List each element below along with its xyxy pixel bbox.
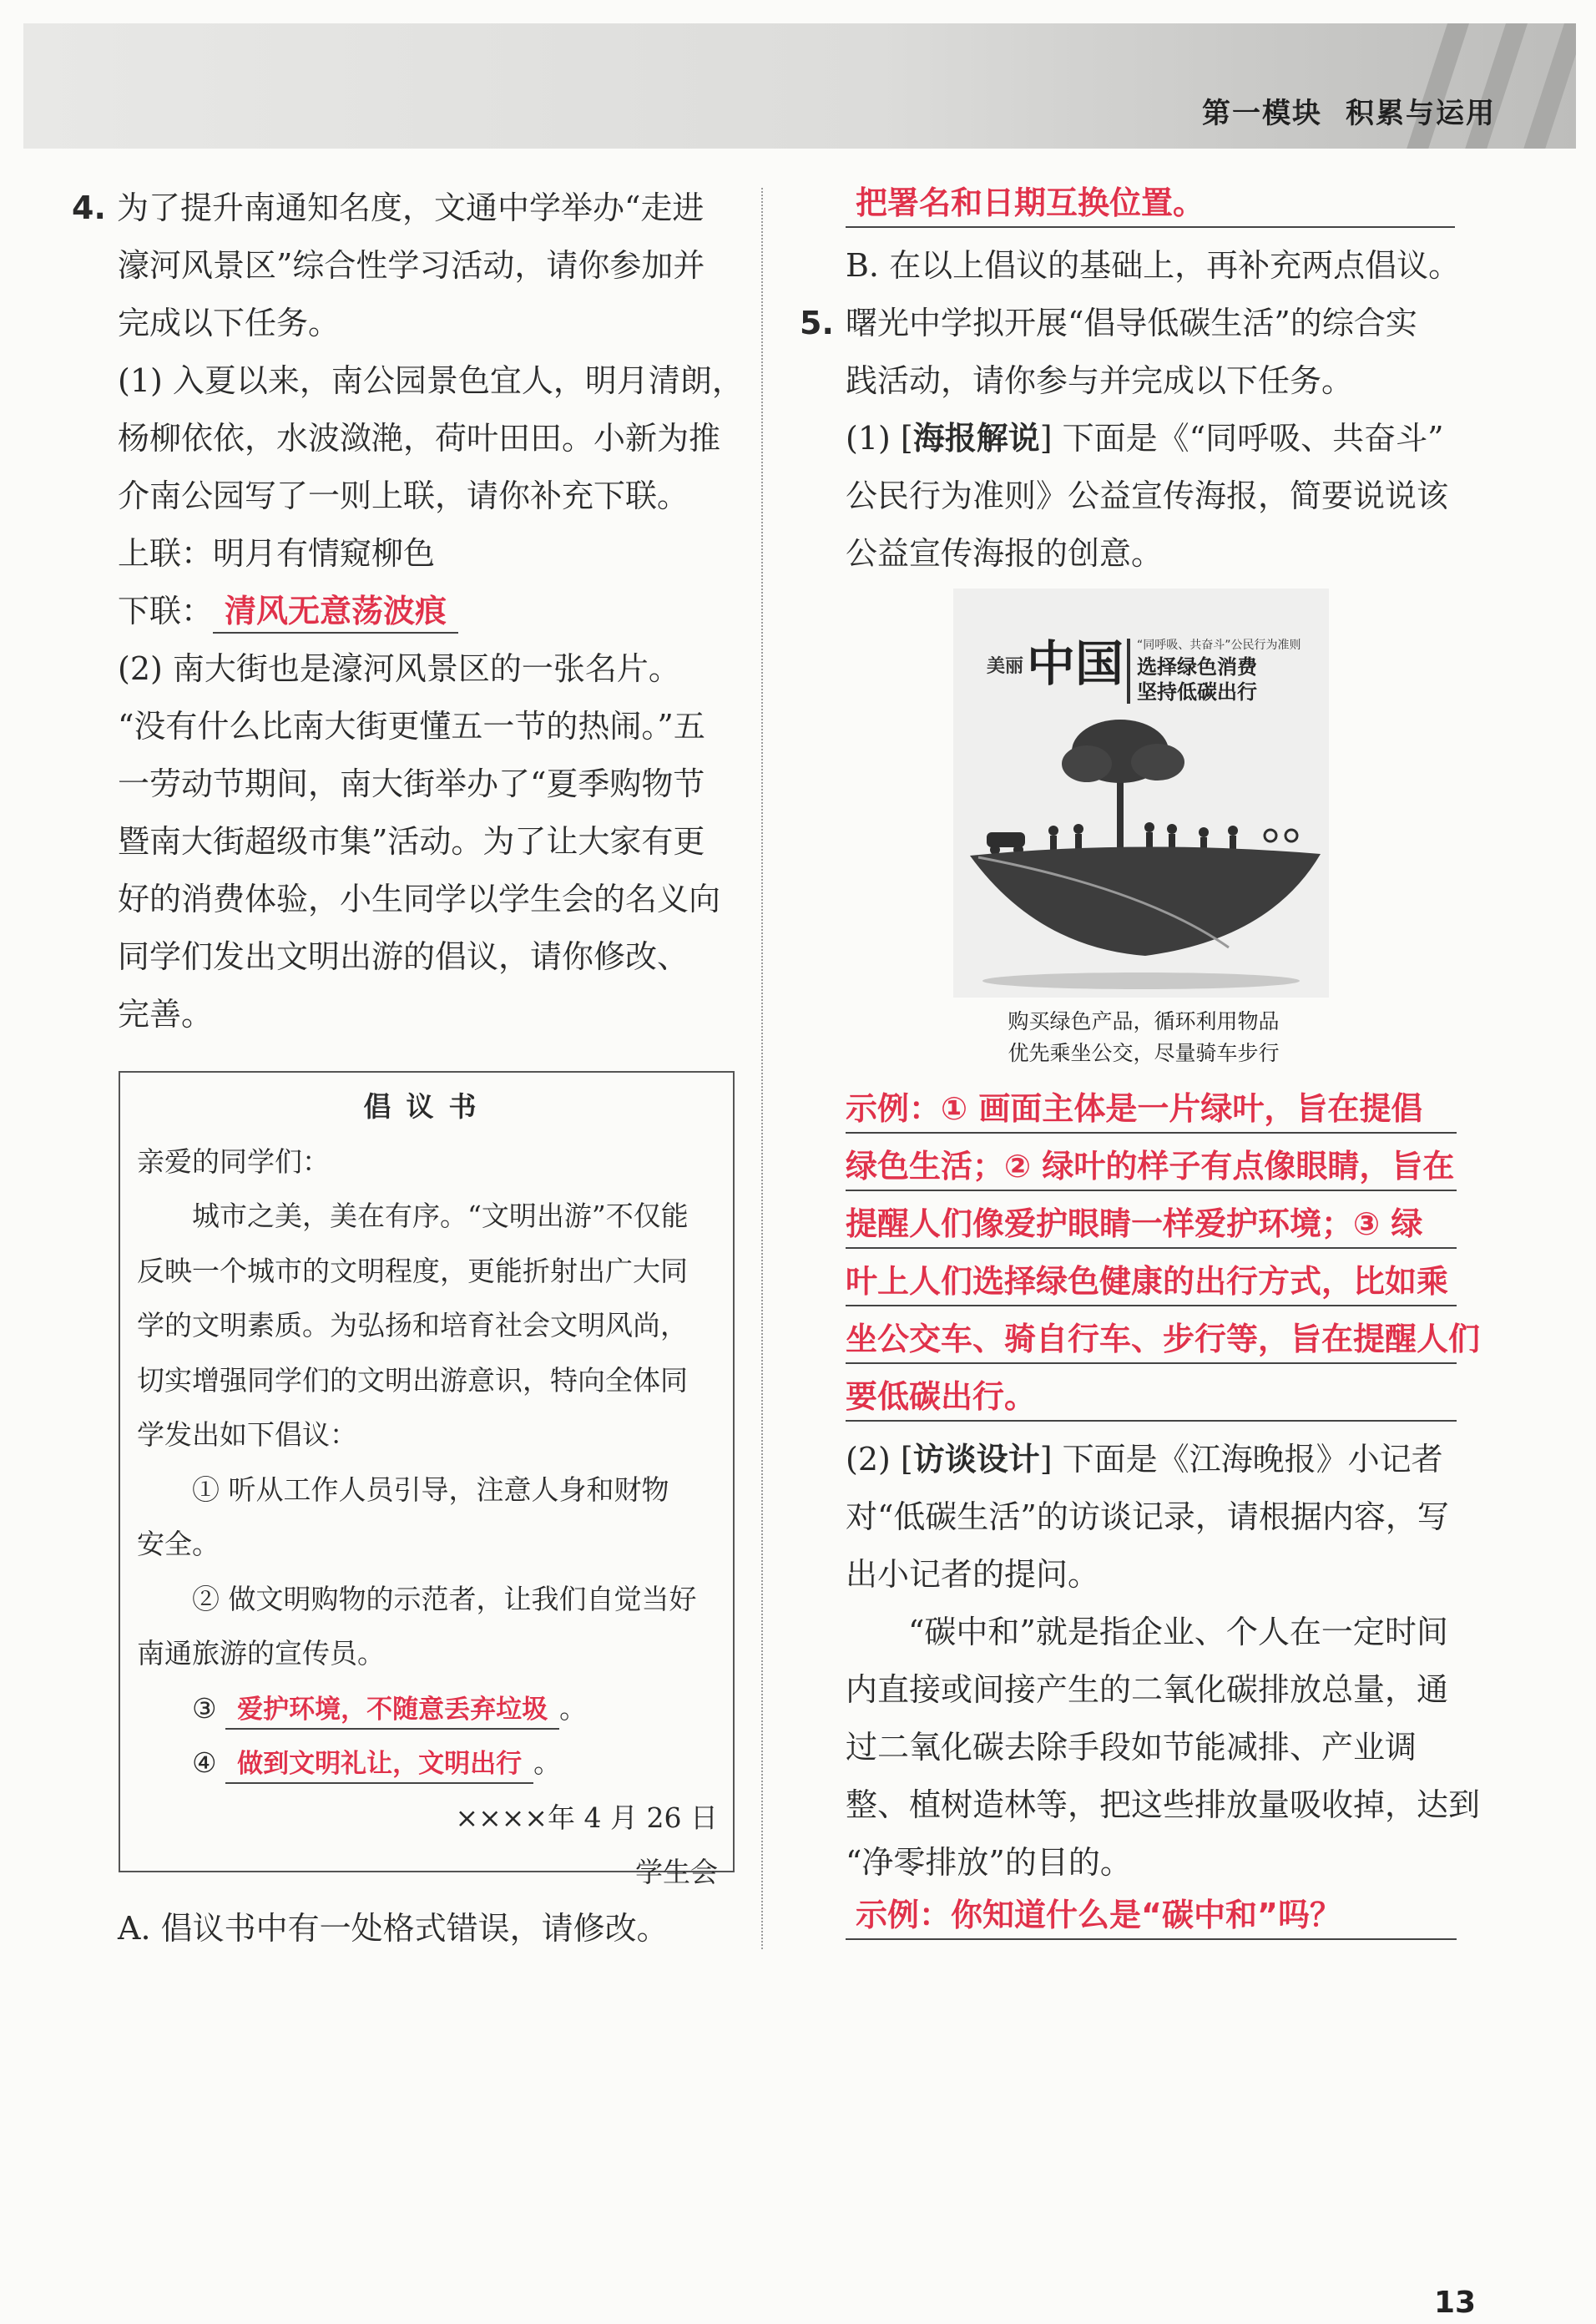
answer-item-4: 做到文明礼让，文明出行: [225, 1746, 533, 1784]
q4-line-3: 完成以下任务。: [118, 305, 341, 341]
letter-greeting: 亲爱的同学们：: [137, 1144, 330, 1178]
poster-task-line-2: 公民行为准则》公益宣传海报，简要说说该: [846, 477, 1449, 514]
couplet-lower: 下联： 清风无意荡波痕: [72, 583, 740, 640]
answer-a: 把署名和日期互换位置。: [800, 179, 1551, 237]
p2-line-7: 完善。: [118, 996, 214, 1033]
right-column-lower: [800, 1085, 1551, 1949]
letter-item-1: ① 听从工作人员引导，注意人身和财物: [192, 1473, 669, 1506]
left-column: [72, 179, 744, 1043]
poster-brand-small: 美丽: [987, 656, 1024, 677]
proposal-letter: [119, 1071, 735, 1888]
passage-line-2: 内直接或间接产生的二氧化碳排放总量，通: [846, 1671, 1449, 1708]
letter-signer: 学生会: [635, 1856, 718, 1888]
page-number: 13: [1434, 2286, 1477, 2320]
answer-item-3: 爱护环境，不随意丢弃垃圾: [225, 1691, 559, 1730]
answer-interview: 示例：你知道什么是“碳中和”吗？: [800, 1892, 1551, 1949]
p2-line-5: 好的消费体验，小生同学以学生会的名义向: [118, 881, 721, 917]
poster-illustration: [953, 589, 1329, 998]
q5-line-2: 践活动，请你参与并完成以下任务。: [846, 362, 1354, 399]
letter-item-3: ③ 爱护环境，不随意丢弃垃圾 。: [137, 1681, 718, 1736]
answer-poster-line-4: 叶上人们选择绿色健康的出行方式，比如乘: [800, 1258, 1551, 1316]
letter-item-2: ② 做文明购物的示范者，让我们自觉当好: [192, 1582, 697, 1615]
interview-task-line-1: (2) [访谈设计] 下面是《江海晚报》小记者: [846, 1441, 1443, 1478]
passage-line-5: “净零排放”的目的。: [846, 1844, 1132, 1881]
letter-body-3: 学的文明素质。为弘扬和培育社会文明风尚，: [137, 1309, 688, 1341]
letter-body-5: 学发出如下倡议：: [137, 1418, 357, 1451]
answer-poster-line-3: 提醒人们像爱护眼睛一样爱护环境；③ 绿: [800, 1200, 1551, 1258]
interview-task-line-2: 对“低碳生活”的访谈记录，请根据内容，写: [846, 1498, 1449, 1535]
letter-body-4: 切实增强同学们的文明出游意识，特向全体同: [137, 1363, 688, 1397]
answer-poster-line-1: 示例：① 画面主体是一片绿叶，旨在提倡: [800, 1085, 1551, 1143]
passage-line-1: “碳中和”就是指企业、个人在一定时间: [908, 1614, 1448, 1650]
right-column: [800, 179, 1551, 583]
letter-body-1: 城市之美，美在有序。“文明出游”不仅能: [192, 1200, 689, 1232]
answer-poster-line-6: 要低碳出行。: [800, 1373, 1551, 1431]
p1-line-1: (1) 入夏以来，南公园景色宜人，明月清朗，: [118, 362, 744, 399]
couplet-upper: 上联：明月有情窥柳色: [118, 535, 436, 572]
section-label: 积累与运用: [1346, 97, 1496, 130]
poster-top-line: “同呼吸、共奋斗”公民行为准则: [1137, 639, 1301, 652]
task-b: B. 在以上倡议的基础上，再补充两点倡议。: [846, 247, 1461, 284]
p2-line-2: “没有什么比南大街更懂五一节的热闹。”五: [118, 708, 705, 745]
poster-caption: 购买绿色产品，循环利用物品 优先乘坐公交，尽量骑车步行: [1008, 1009, 1280, 1065]
poster-task-line-1: (1) [海报解说] 下面是《“同呼吸、共奋斗”: [846, 420, 1444, 457]
poster-slogan-2: 坚持低碳出行: [1137, 680, 1257, 704]
p2-line-4: 暨南大街超级市集”活动。为了让大家有更: [118, 823, 705, 860]
letter-body-2: 反映一个城市的文明程度，更能折射出广大同: [137, 1254, 688, 1287]
poster-brand-big: 中国: [1027, 635, 1124, 692]
public-service-poster: [953, 589, 1329, 998]
column-divider: [761, 188, 763, 1949]
letter-item-4: ④ 做到文明礼让，文明出行 。: [137, 1735, 718, 1791]
answer-poster-line-5: 坐公交车、骑自行车、步行等，旨在提醒人们: [800, 1316, 1551, 1373]
p2-line-1: (2) 南大街也是濠河风景区的一张名片。: [118, 650, 680, 687]
poster-slogan-1: 选择绿色消费: [1137, 655, 1257, 679]
question-number: 4.: [72, 189, 106, 226]
module-label: 第一模块: [1202, 97, 1322, 130]
header-title: [1202, 90, 1496, 131]
p1-line-2: 杨柳依依，水波潋滟，荷叶田田。小新为推: [118, 420, 721, 457]
poster-task-line-3: 公益宣传海报的创意。: [846, 535, 1164, 572]
p2-line-3: 一劳动节期间，南大街举办了“夏季购物节: [118, 765, 705, 802]
answer-poster-line-2: 绿色生活；② 绿叶的样子有点像眼睛，旨在: [800, 1143, 1551, 1200]
passage-line-3: 过二氧化碳去除手段如节能减排、产业调: [846, 1729, 1417, 1766]
q4-line-1: 4. 为了提升南通知名度，文通中学举办“走进: [72, 179, 740, 237]
q4-line-2: 濠河风景区”综合性学习活动，请你参加并: [118, 247, 705, 284]
interview-task-line-3: 出小记者的提问。: [846, 1556, 1100, 1593]
letter-item-2-cont: 南通旅游的宣传员。: [137, 1637, 385, 1670]
task-a: A. 倡议书中有一处格式错误，请修改。: [118, 1910, 669, 1947]
q5-line-1: 5. 曙光中学拟开展“倡导低碳生活”的综合实: [800, 295, 1551, 352]
p2-line-6: 同学们发出文明出游的倡议，请你修改、: [118, 938, 689, 975]
letter-date: ××××年 4 月 26 日: [455, 1801, 718, 1834]
p1-line-3: 介南公园写了一则上联，请你补充下联。: [118, 477, 689, 514]
answer-couplet: 清风无意荡波痕: [213, 590, 458, 634]
passage-line-4: 整、植树造林等，把这些排放量吸收掉，达到: [846, 1786, 1481, 1823]
question-number: 5.: [800, 305, 834, 341]
letter-title: 倡议书: [363, 1090, 492, 1123]
letter-item-1-cont: 安全。: [137, 1528, 220, 1560]
